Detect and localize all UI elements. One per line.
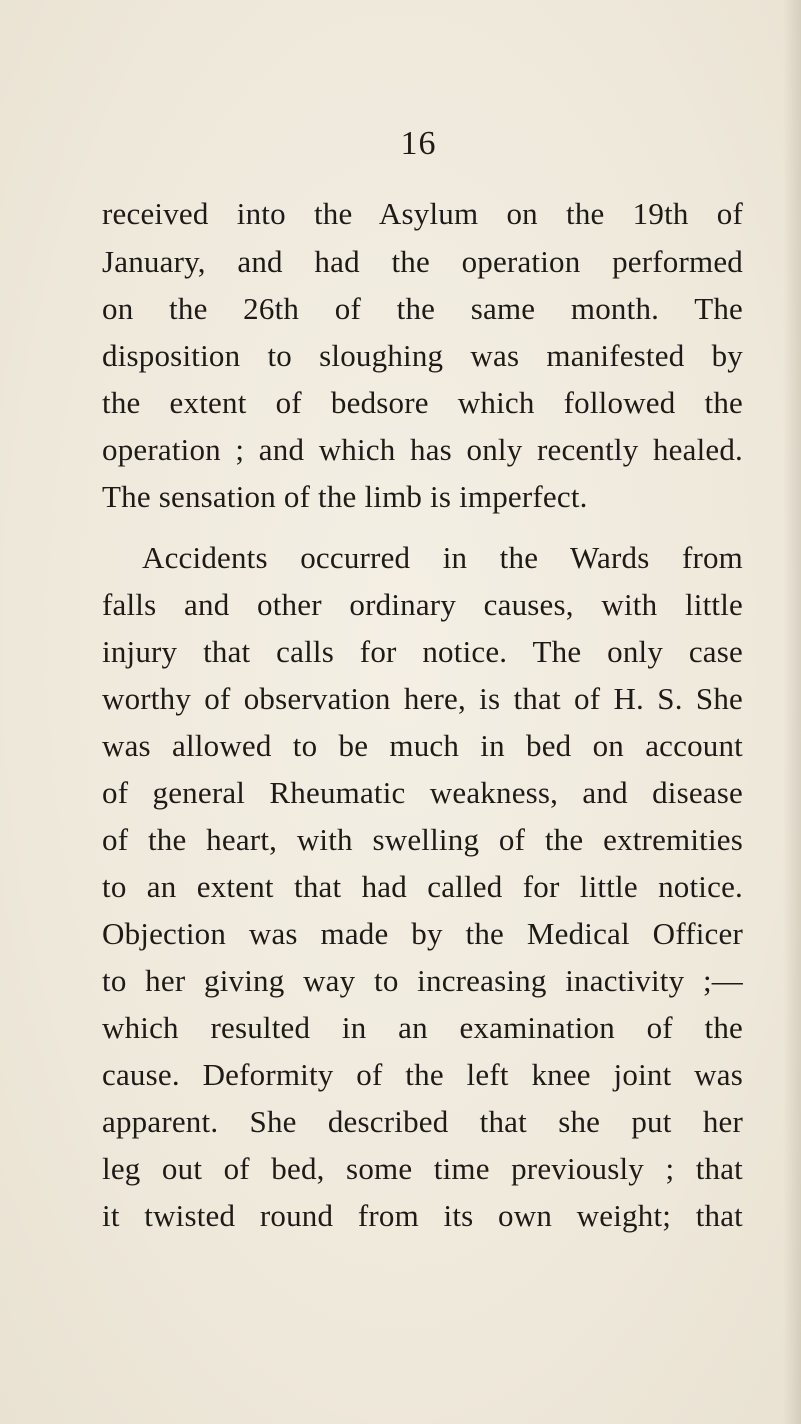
text-line: which resulted in an examination of the — [102, 1010, 743, 1045]
text-line: Accidents occurred in the Wards from — [142, 540, 743, 575]
text-line: apparent. She described that she put her — [102, 1104, 743, 1139]
text-line: of general Rheumatic weakness, and disease — [102, 775, 743, 810]
text-line: to an extent that had called for little notice. — [102, 869, 743, 904]
text-line: The sensation of the limb is imperfect. — [102, 479, 588, 514]
text-line: disposition to sloughing was manifested by — [102, 338, 743, 373]
text-line: operation ; and which has only recently healed. — [102, 432, 743, 467]
text-line: injury that calls for notice. The only case — [102, 634, 743, 669]
text-line: Objection was made by the Medical Officer — [102, 916, 743, 951]
text-line: to her giving way to increasing inactivity ;— — [102, 963, 743, 998]
text-line: of the heart, with swelling of the extremities — [102, 822, 743, 857]
text-line: on the 26th of the same month. The — [102, 291, 743, 326]
text-line: was allowed to be much in bed on account — [102, 728, 743, 763]
text-line: cause. Deformity of the left knee joint was — [102, 1057, 743, 1092]
page-number: 16 — [400, 125, 437, 162]
text-line: falls and other ordinary causes, with little — [102, 587, 743, 622]
text-line: it twisted round from its own weight; that — [102, 1198, 743, 1233]
text-line: worthy of observation here, is that of H. S. She — [102, 681, 743, 716]
text-line: received into the Asylum on the 19th of — [102, 196, 743, 231]
text-line: the extent of bedsore which followed the — [102, 385, 743, 420]
text-line: leg out of bed, some time previously ; that — [102, 1151, 743, 1186]
page-edge-shadow — [783, 0, 801, 1424]
text-line: January, and had the operation performed — [102, 244, 743, 279]
